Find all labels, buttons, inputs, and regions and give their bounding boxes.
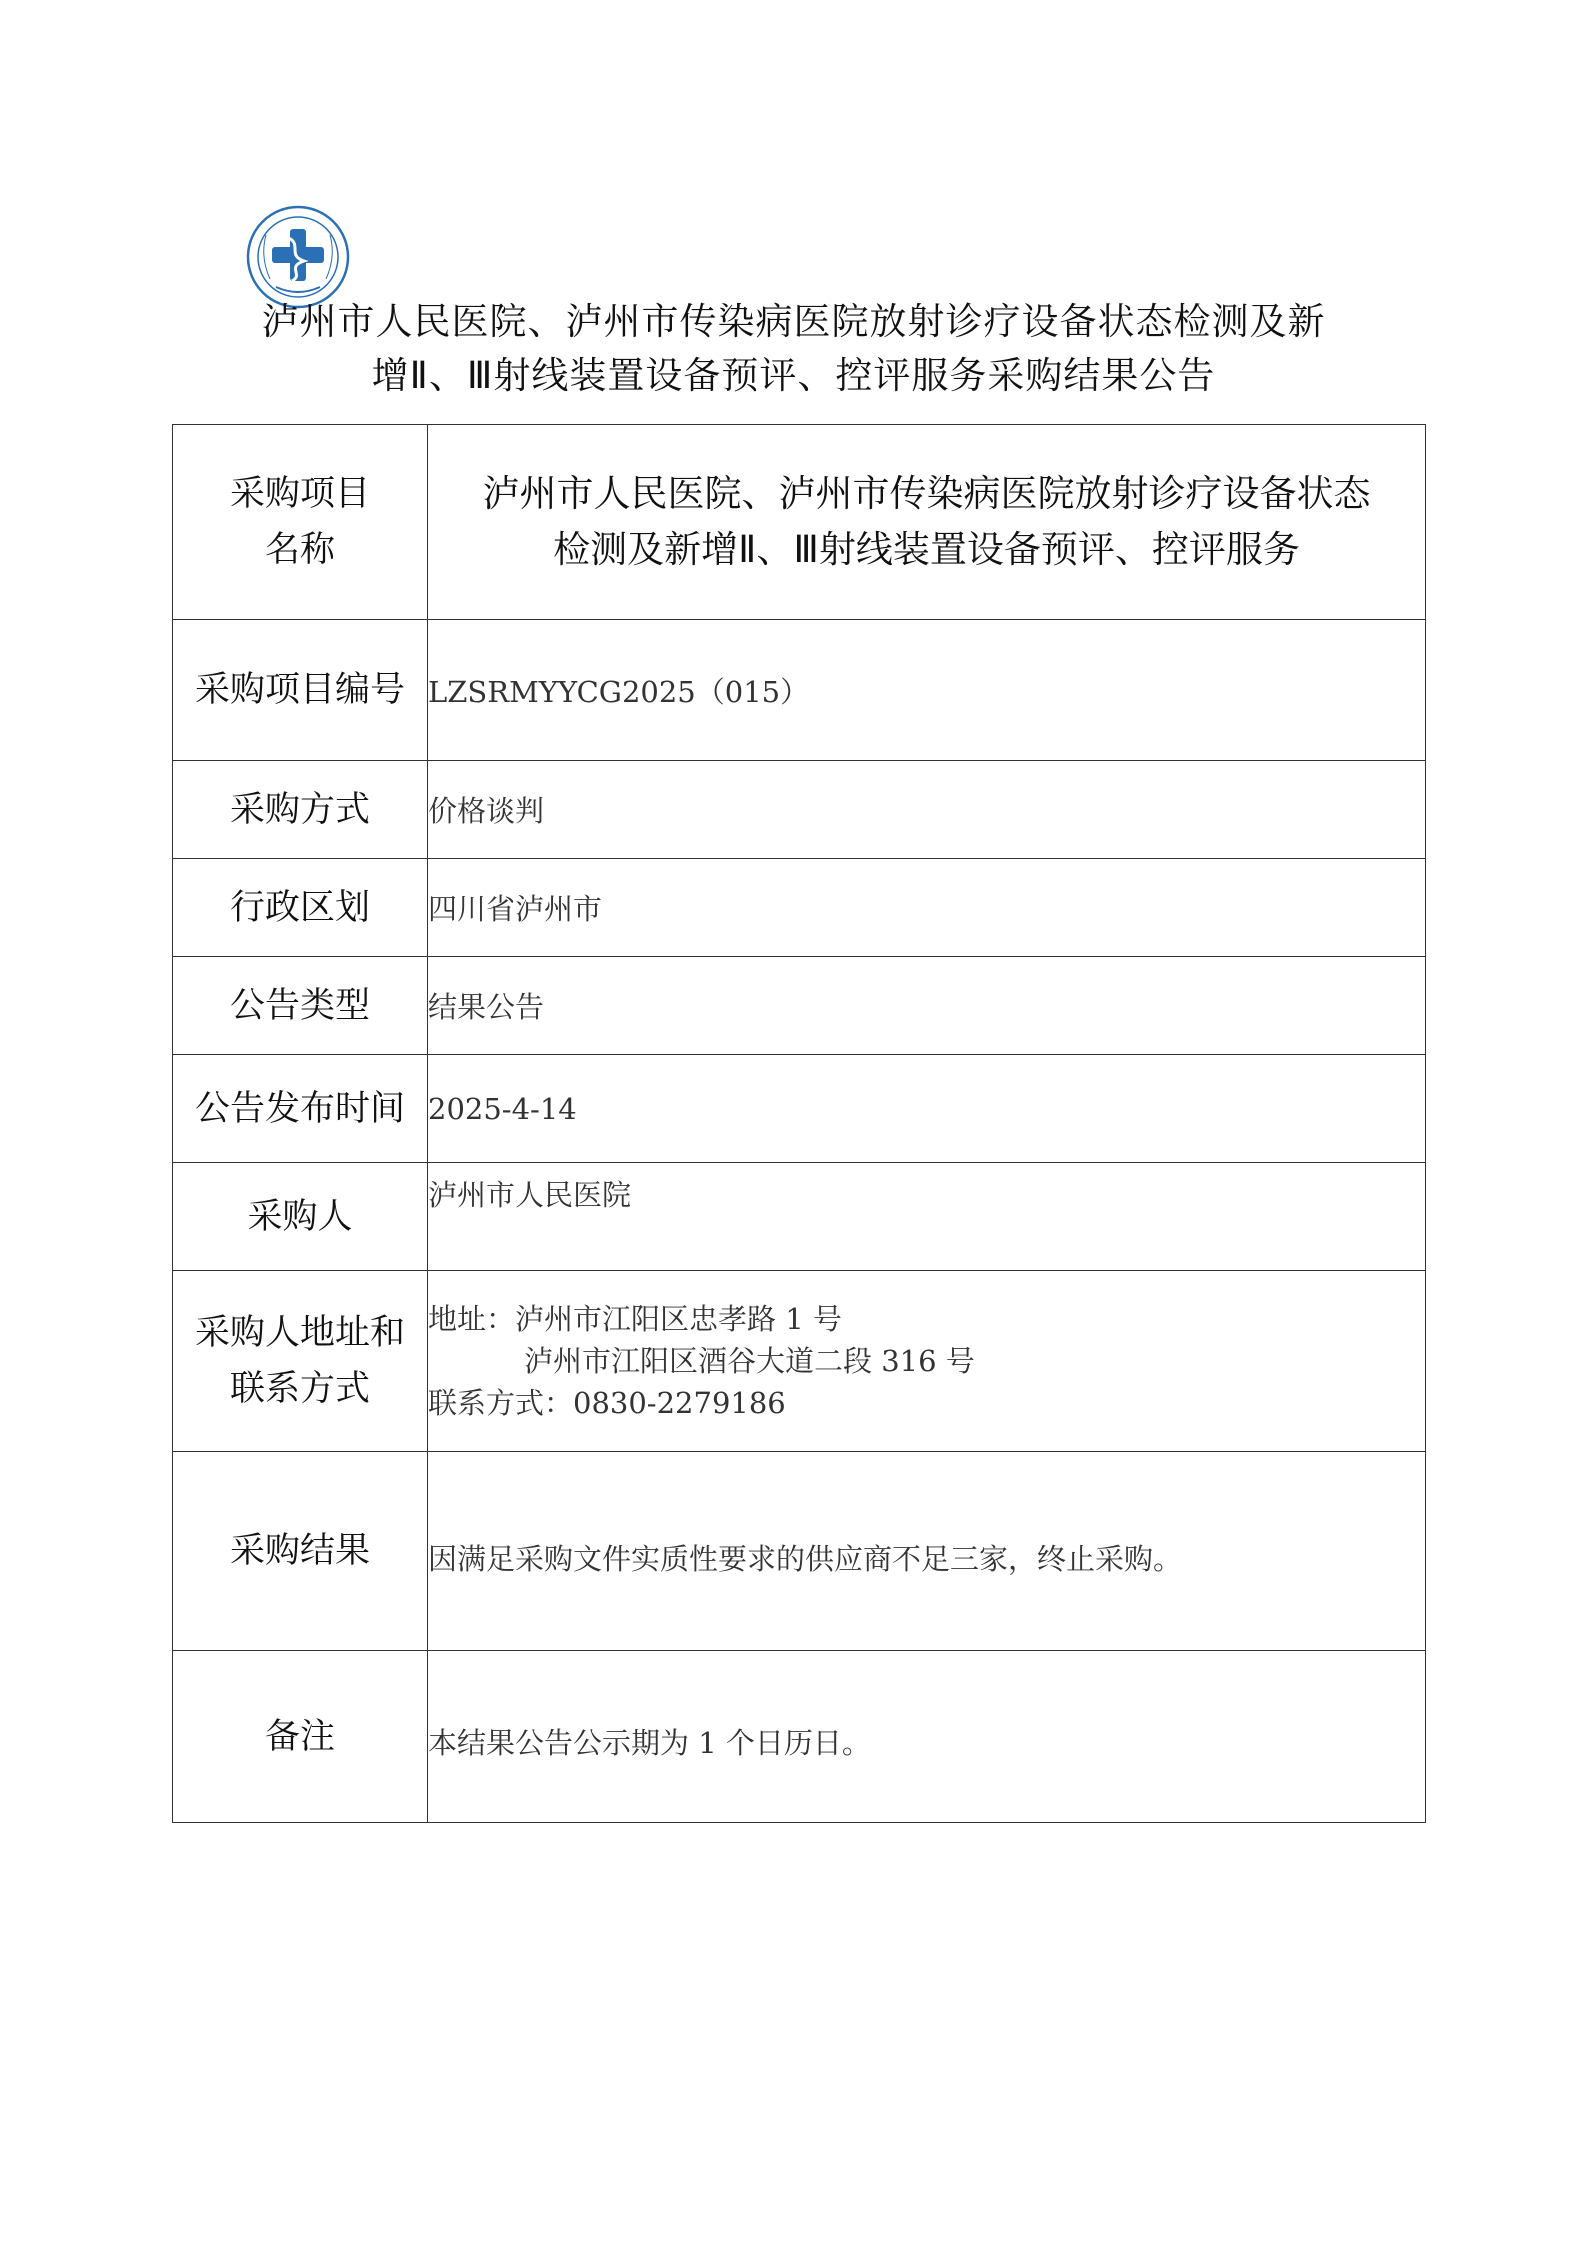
table-row <box>173 859 1426 957</box>
table-row <box>173 1271 1426 1452</box>
remarks-label: 备注 <box>173 1651 428 1823</box>
table-row <box>173 1163 1426 1271</box>
contact-line: 联系方式：0830-2279186 <box>428 1386 786 1420</box>
region-value: 四川省泸州市 <box>428 859 1426 957</box>
publish-time-label: 公告发布时间 <box>173 1055 428 1163</box>
address-label <box>173 1271 428 1452</box>
result-label: 采购结果 <box>173 1452 428 1651</box>
remarks-text: 本结果公告公示期为 1 个日历日。 <box>428 1726 871 1760</box>
table-row <box>173 957 1426 1055</box>
project-name-value <box>428 425 1426 620</box>
project-code-value: LZSRMYYCG2025（015） <box>428 620 1426 761</box>
address-line2: 泸州市江阳区酒谷大道二段 316 号 <box>524 1344 975 1378</box>
project-name-label-line1: 采购项目 <box>229 474 370 514</box>
page-title-line2: 增Ⅱ、Ⅲ射线装置设备预评、控评服务采购结果公告 <box>371 354 1216 397</box>
table-row <box>173 1452 1426 1651</box>
remarks-value <box>428 1651 1426 1823</box>
notice-type-value: 结果公告 <box>428 957 1426 1055</box>
project-name-label-line2: 名称 <box>264 530 335 570</box>
purchaser-label: 采购人 <box>173 1163 428 1271</box>
project-name-label <box>173 425 428 620</box>
project-code-label: 采购项目编号 <box>173 620 428 761</box>
result-text: 因满足采购文件实质性要求的供应商不足三家，终止采购。 <box>428 1541 1183 1576</box>
table-row <box>173 620 1426 761</box>
table-row <box>173 761 1426 859</box>
method-label: 采购方式 <box>173 761 428 859</box>
address-line1: 地址：泸州市江阳区忠孝路 1 号 <box>428 1302 842 1336</box>
method-value: 价格谈判 <box>428 761 1426 859</box>
region-label: 行政区划 <box>173 859 428 957</box>
table-row <box>173 425 1426 620</box>
address-label-line2: 联系方式 <box>229 1369 370 1409</box>
procurement-info-table <box>172 424 1426 1823</box>
project-name-value-line2: 检测及新增Ⅱ、Ⅲ射线装置设备预评、控评服务 <box>553 528 1300 571</box>
table-row <box>173 1651 1426 1823</box>
page-title-line1: 泸州市人民医院、泸州市传染病医院放射诊疗设备状态检测及新 <box>261 300 1326 343</box>
address-value <box>428 1271 1426 1452</box>
project-name-value-line1: 泸州市人民医院、泸州市传染病医院放射诊疗设备状态 <box>482 472 1371 515</box>
table-row <box>173 1055 1426 1163</box>
hospital-logo <box>246 205 350 309</box>
publish-time-value: 2025-4-14 <box>428 1055 1426 1163</box>
notice-type-label: 公告类型 <box>173 957 428 1055</box>
purchaser-value: 泸州市人民医院 <box>428 1163 1426 1271</box>
address-label-line1: 采购人地址和 <box>194 1313 405 1353</box>
hospital-logo-icon <box>246 205 350 309</box>
result-value <box>428 1452 1426 1651</box>
